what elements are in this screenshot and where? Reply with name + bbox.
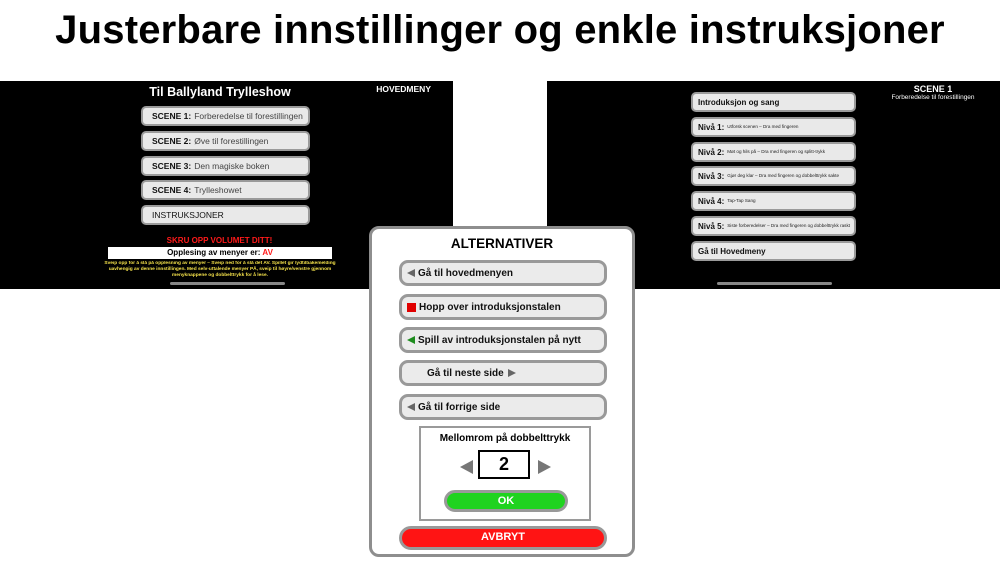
next-page-label: Gå til neste side [427,367,504,379]
options-dialog-title: ALTERNATIVER [450,236,554,251]
left-triangle-icon [407,403,415,411]
go-to-main-menu-label: Gå til Hovedmeny [698,246,766,256]
level-4-label: Nivå 4: [698,196,725,206]
scene-2-button[interactable] [141,131,310,151]
next-page-button[interactable] [399,360,607,386]
main-menu-title: Til Ballyland Trylleshow [149,85,291,99]
options-dialog [369,226,635,557]
intro-and-song-button[interactable] [691,92,856,112]
scene-label [888,84,978,101]
level-5-desc: Siste forberedelser – Dra med fingeren og dobbelttrykk raskt [727,223,851,229]
level-5-button[interactable] [691,216,856,236]
level-4-desc: Tap-Tap Sang [727,198,756,204]
menu-reading-label: Opplesing av menyer er: [167,248,261,257]
double-tap-spacing-value: 2 [478,450,530,479]
replay-intro-button[interactable] [399,327,607,353]
level-5-label: Nivå 5: [698,221,725,231]
volume-warning: SKRU OPP VOLUMET DITT! [166,236,273,245]
menu-reading-status[interactable] [108,247,332,259]
intro-and-song-label: Introduksjon og sang [698,97,780,107]
replay-intro-label: Spill av introduksjonstalen på nytt [418,334,581,346]
scene-3-button[interactable] [141,156,310,176]
stepper-right-arrow-icon[interactable] [538,460,551,474]
level-2-label: Nivå 2: [698,147,725,157]
level-2-button[interactable] [691,142,856,162]
help-text: Sveip opp for å slå på opplesning av menyer – Sveip ned for å slå det AV. Spillet gir lydtilbakemelding uavhengig av denne innstillingen. Med selv-uttalende menyer PÅ, sveip til høyre/venstre gjennom menyknappene og dobbelttrykk for å lese. [104,261,336,278]
go-to-main-menu-button[interactable] [691,241,856,261]
stepper-left-arrow-icon[interactable] [460,460,473,474]
scene-3-name: Den magiske boken [194,161,270,171]
left-triangle-icon [407,269,415,277]
go-to-main-menu-option-label: Gå til hovedmenyen [418,267,514,279]
main-menu-corner-label: HOVEDMENY [376,84,431,94]
double-tap-spacing-panel [419,426,591,521]
previous-page-label: Gå til forrige side [418,401,501,413]
level-3-button[interactable] [691,166,856,186]
scene-1-label: SCENE 1: [152,111,192,121]
headline: Justerbare innstillinger og enkle instruksjoner [55,8,945,52]
scene-title: SCENE 1 [913,84,953,94]
previous-page-button[interactable] [399,394,607,420]
cancel-button[interactable]: AVBRYT [399,526,607,550]
skip-intro-label: Hopp over introduksjonstalen [419,301,561,313]
scene-1-button[interactable] [141,106,310,126]
scene-4-name: Trylleshowet [194,185,242,195]
scene-3-label: SCENE 3: [152,161,192,171]
right-triangle-icon [508,369,516,377]
play-back-icon [407,336,415,344]
ok-button[interactable]: OK [444,490,568,512]
level-1-desc: Utforsk scenen – Dra med fingeren [727,124,799,130]
scene-subtitle: Forberedelse til forestillingen [891,94,975,101]
skip-intro-button[interactable] [399,294,607,320]
level-1-label: Nivå 1: [698,122,725,132]
stop-square-icon [407,303,416,312]
scene-4-button[interactable] [141,180,310,200]
level-3-desc: Gjør deg klar – Dra med fingeren og dobbelttrykk sakte [727,173,840,179]
double-tap-spacing-label: Mellomrom på dobbelttrykk [439,433,571,444]
instructions-label: INSTRUKSJONER [152,210,224,220]
instructions-button[interactable] [141,205,310,225]
home-indicator[interactable] [170,282,285,285]
level-4-button[interactable] [691,191,856,211]
go-to-main-menu-option[interactable] [399,260,607,286]
level-2-desc: Møt og hils på – Dra med fingeren og splitt-trykk [727,149,826,155]
scene-1-name: Forberedelse til forestillingen [194,111,303,121]
home-indicator[interactable] [717,282,832,285]
scene-4-label: SCENE 4: [152,185,192,195]
menu-reading-value: AV [262,248,273,257]
scene-2-label: SCENE 2: [152,136,192,146]
level-3-label: Nivå 3: [698,171,725,181]
scene-2-name: Øve til forestillingen [194,136,269,146]
level-1-button[interactable] [691,117,856,137]
